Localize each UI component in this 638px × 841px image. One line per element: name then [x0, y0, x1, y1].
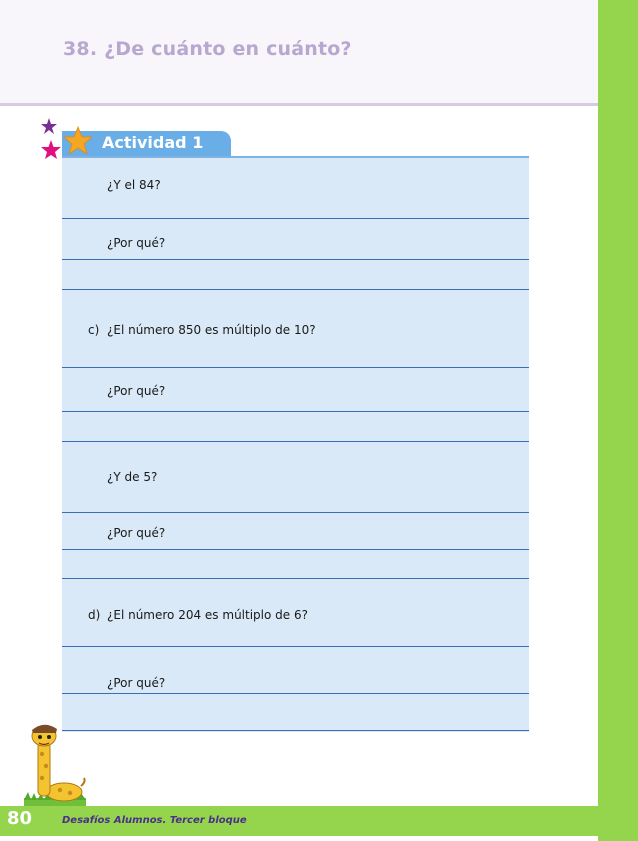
activity-label: Actividad 1: [102, 133, 204, 152]
header-divider: [0, 103, 598, 106]
answer-line: [62, 693, 529, 694]
answer-line: [62, 411, 529, 412]
question-letter: c): [88, 323, 100, 337]
panel-top-border: [62, 156, 529, 158]
question-text: ¿Por qué?: [107, 526, 166, 540]
page-title: 38. ¿De cuánto en cuánto?: [63, 38, 352, 60]
answer-line: [62, 289, 529, 290]
question-text: ¿El número 204 es múltiplo de 6?: [107, 608, 308, 622]
answer-line: [62, 441, 529, 442]
answer-line: [62, 512, 529, 513]
question-text: ¿Y el 84?: [107, 178, 161, 192]
question-text: ¿Por qué?: [107, 384, 166, 398]
giraffe-mascot-icon: [24, 720, 86, 810]
question-text: ¿Y de 5?: [107, 470, 158, 484]
orange-star-icon: [63, 126, 93, 156]
footer-caption: Desafíos Alumnos. Tercer bloque: [62, 815, 247, 826]
answer-line: [62, 218, 529, 219]
question-text: ¿Por qué?: [107, 236, 166, 250]
magenta-star-icon: [41, 140, 61, 159]
question-text: ¿El número 850 es múltiplo de 10?: [107, 323, 316, 337]
question-text: ¿Por qué?: [107, 676, 166, 690]
page-number: 80: [7, 808, 33, 829]
answer-line: [62, 646, 529, 647]
purple-star-icon: [41, 118, 57, 134]
answer-line: [62, 367, 529, 368]
answer-line: [62, 549, 529, 550]
answer-line: [62, 259, 529, 260]
side-color-strip: [598, 0, 638, 841]
question-letter: d): [88, 608, 101, 622]
answer-line: [62, 578, 529, 579]
answer-line: [62, 730, 529, 731]
